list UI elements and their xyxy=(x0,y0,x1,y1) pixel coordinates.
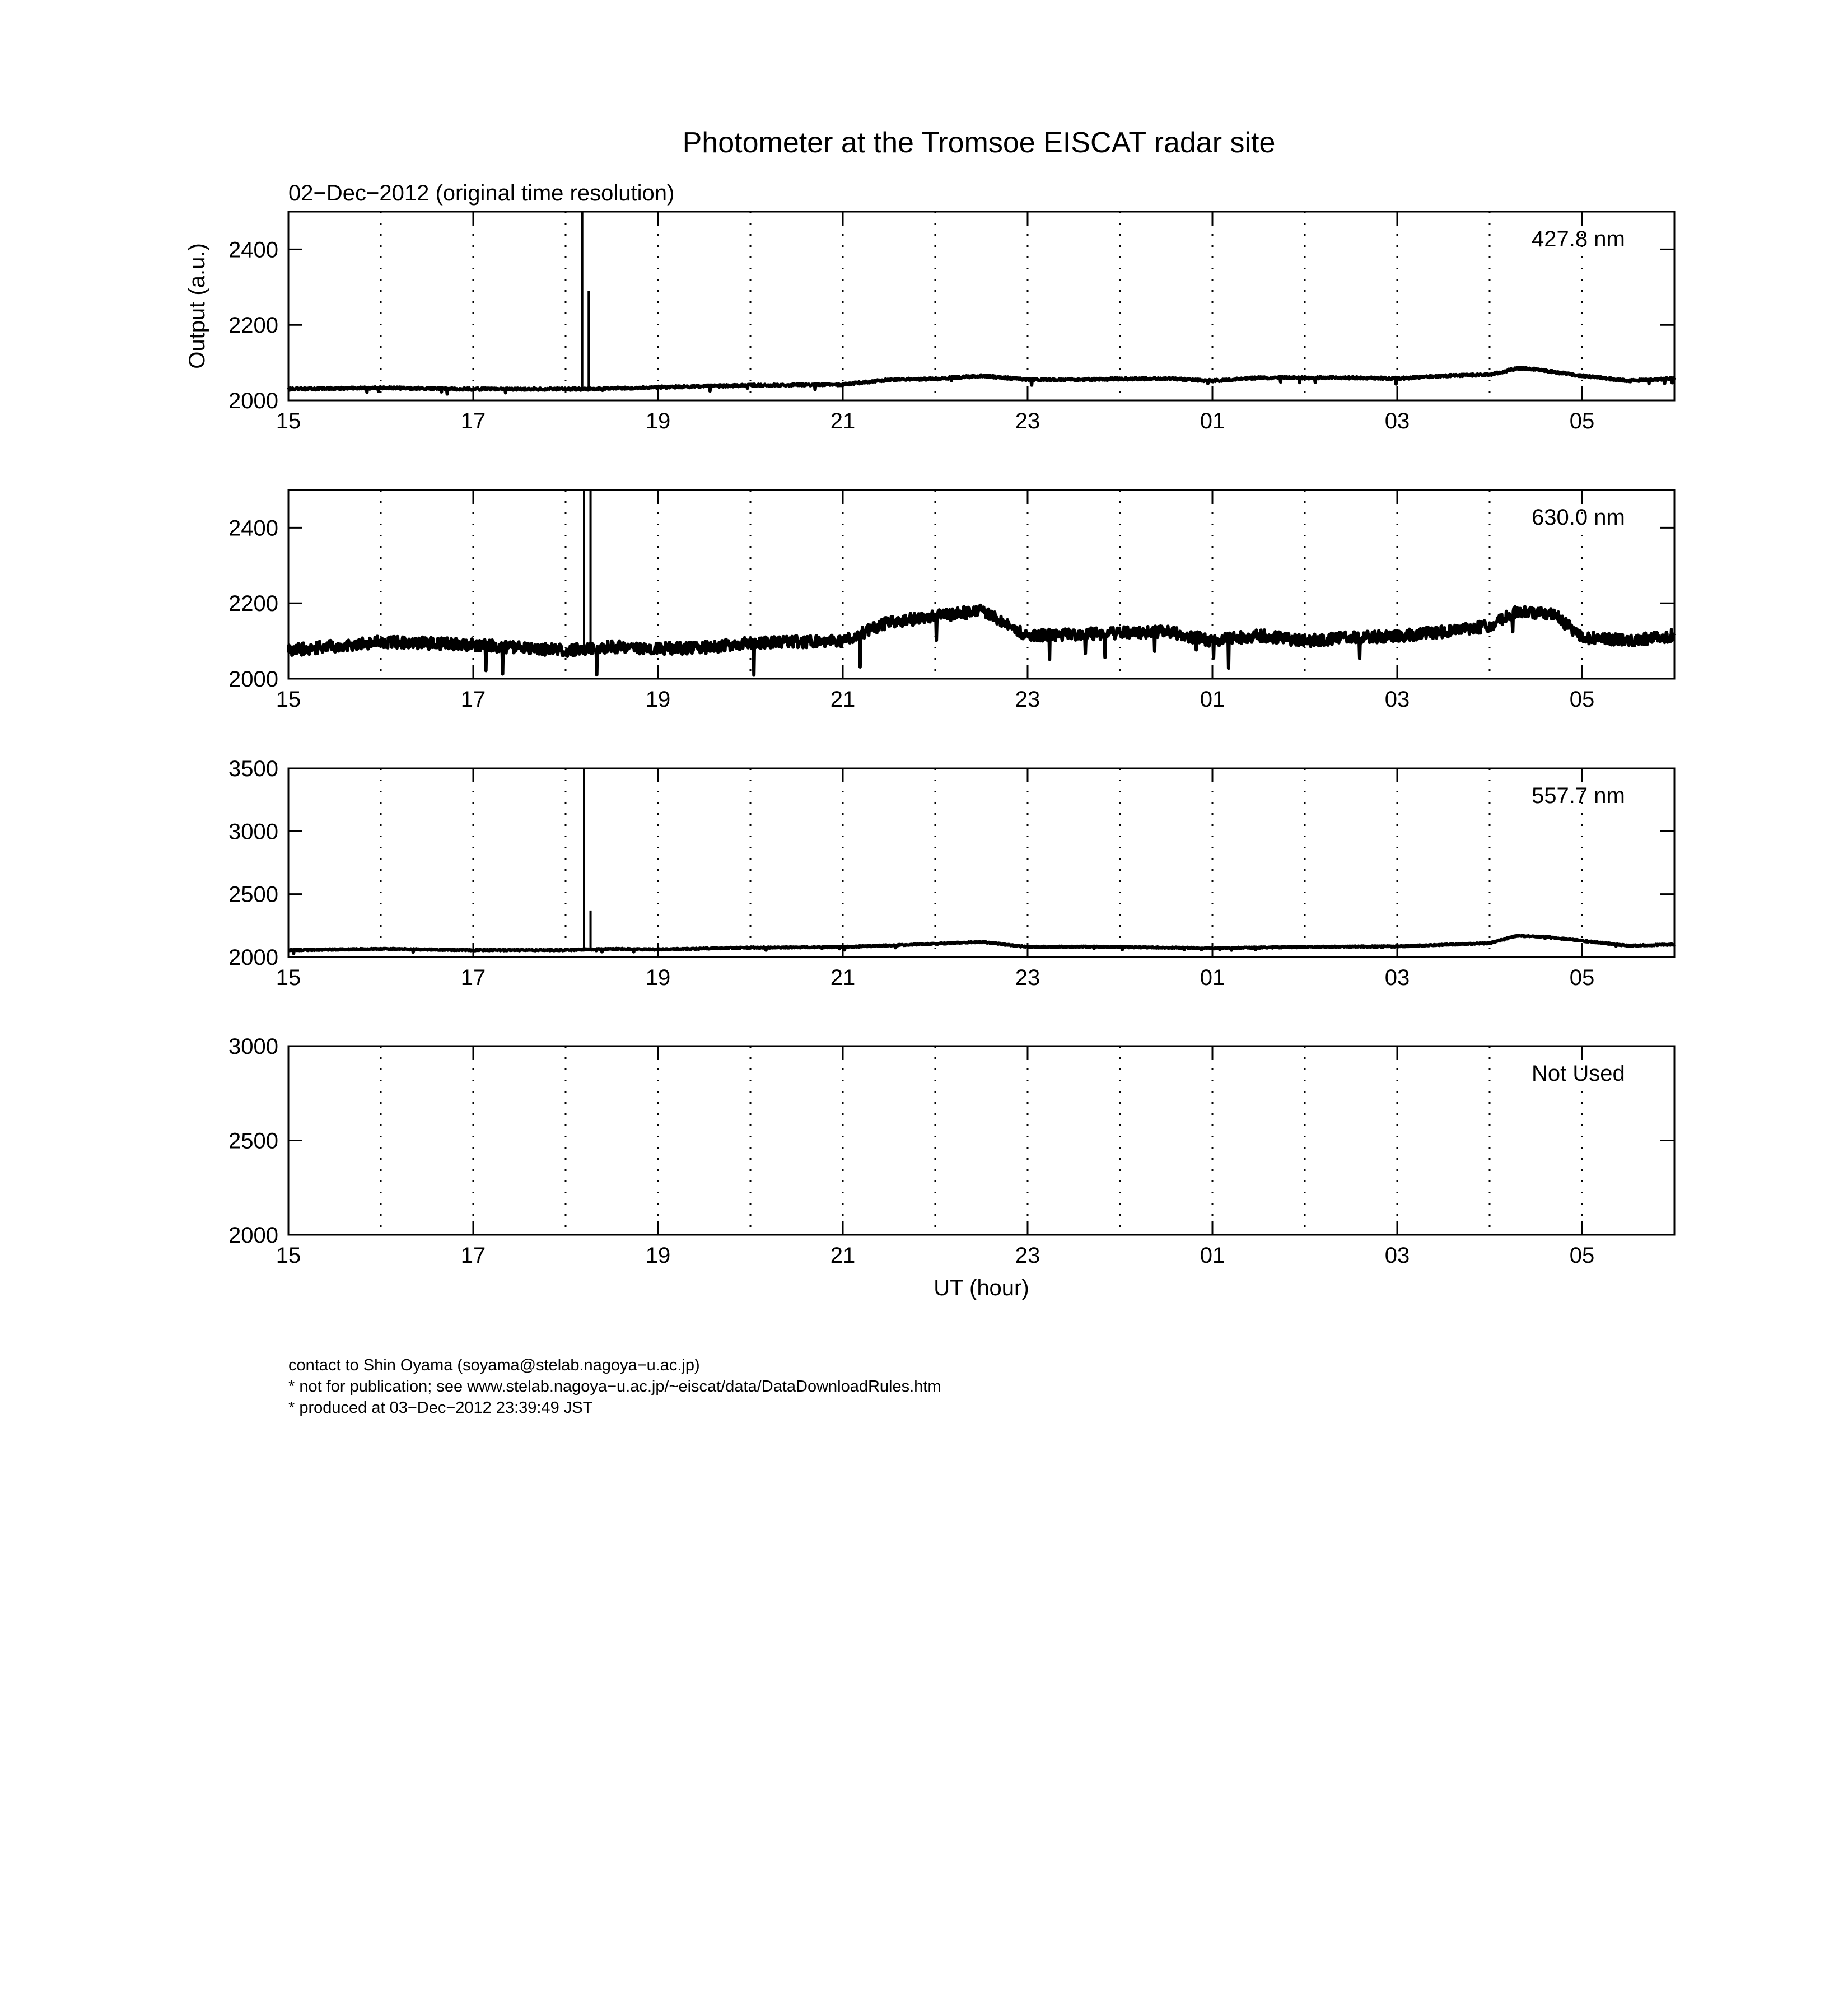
x-tick-label: 15 xyxy=(276,965,301,990)
x-tick-label: 19 xyxy=(645,1243,671,1268)
panel-label: 427.8 nm xyxy=(1532,227,1625,251)
figure-subtitle: 02−Dec−2012 (original time resolution) xyxy=(288,181,675,206)
panel-label: Not Used xyxy=(1532,1061,1625,1086)
footer-publication-note: * not for publication; see www.stelab.nagoya−u.ac.jp/~eiscat/data/DataDownloadRules.htm xyxy=(288,1378,941,1396)
y-tick-label: 2200 xyxy=(228,591,278,617)
x-tick-label: 17 xyxy=(460,965,486,990)
x-tick-label: 17 xyxy=(460,687,486,712)
x-tick-label: 23 xyxy=(1015,409,1040,433)
y-tick-label: 2000 xyxy=(228,667,278,692)
x-tick-label: 05 xyxy=(1569,409,1595,433)
y-axis-label: Output (a.u.) xyxy=(185,243,209,369)
x-tick-label: 21 xyxy=(830,965,856,990)
x-tick-label: 03 xyxy=(1384,409,1410,433)
x-tick-label: 19 xyxy=(645,687,671,712)
x-tick-label: 21 xyxy=(830,1243,856,1268)
x-tick-label: 01 xyxy=(1200,687,1225,712)
x-tick-label: 21 xyxy=(830,409,856,433)
x-tick-label: 21 xyxy=(830,687,856,712)
y-tick-label: 2500 xyxy=(228,882,278,907)
x-tick-label: 03 xyxy=(1384,687,1410,712)
x-tick-label: 03 xyxy=(1384,965,1410,990)
panel-label: 557.7 nm xyxy=(1532,783,1625,808)
y-tick-label: 2500 xyxy=(228,1128,278,1154)
x-tick-label: 19 xyxy=(645,409,671,433)
y-tick-label: 2400 xyxy=(228,516,278,541)
y-tick-label: 3000 xyxy=(228,819,278,844)
x-tick-label: 23 xyxy=(1015,1243,1040,1268)
y-tick-label: 2000 xyxy=(228,1223,278,1248)
x-tick-label: 19 xyxy=(645,965,671,990)
y-tick-label: 3000 xyxy=(228,1034,278,1059)
y-tick-label: 3500 xyxy=(228,757,278,781)
x-tick-label: 15 xyxy=(276,1243,301,1268)
x-tick-label: 17 xyxy=(460,409,486,433)
y-tick-label: 2000 xyxy=(228,389,278,413)
y-tick-label: 2000 xyxy=(228,945,278,970)
x-tick-label: 15 xyxy=(276,687,301,712)
x-tick-label: 01 xyxy=(1200,1243,1225,1268)
x-tick-label: 17 xyxy=(460,1243,486,1268)
figure-title: Photometer at the Tromsoe EISCAT radar site xyxy=(682,127,1276,159)
x-tick-label: 01 xyxy=(1200,409,1225,433)
y-tick-label: 2200 xyxy=(228,313,278,338)
x-axis-label: UT (hour) xyxy=(934,1276,1029,1300)
y-tick-label: 2400 xyxy=(228,237,278,263)
footer-contact: contact to Shin Oyama (soyama@stelab.nagoya−u.ac.jp) xyxy=(288,1356,700,1374)
x-tick-label: 03 xyxy=(1384,1243,1410,1268)
x-tick-label: 23 xyxy=(1015,687,1040,712)
x-tick-label: 05 xyxy=(1569,1243,1595,1268)
x-tick-label: 05 xyxy=(1569,687,1595,712)
x-tick-label: 15 xyxy=(276,409,301,433)
footer-produced-at: * produced at 03−Dec−2012 23:39:49 JST xyxy=(288,1399,593,1417)
x-tick-label: 05 xyxy=(1569,965,1595,990)
x-tick-label: 01 xyxy=(1200,965,1225,990)
x-tick-label: 23 xyxy=(1015,965,1040,990)
panel-label: 630.0 nm xyxy=(1532,505,1625,530)
